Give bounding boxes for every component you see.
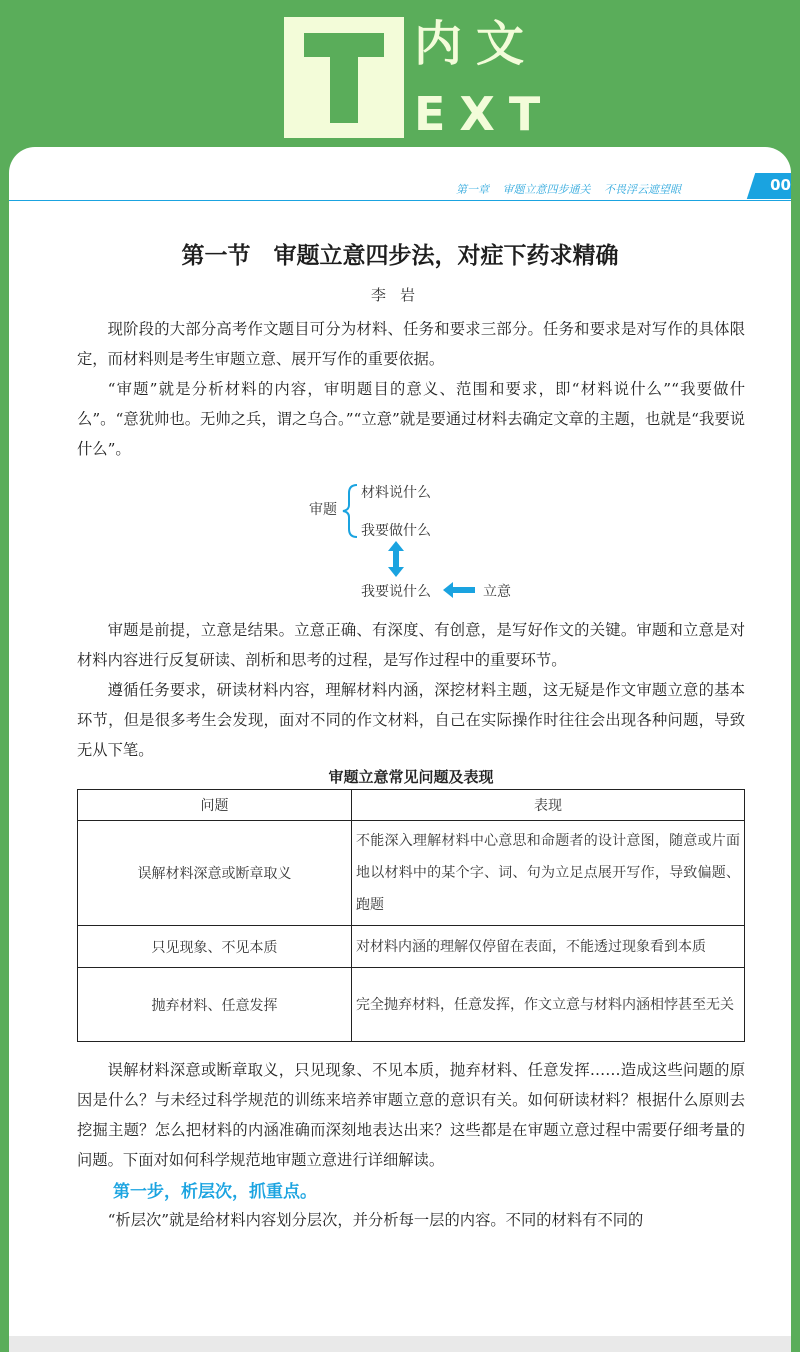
table-header-detail: 表现 [352, 790, 745, 821]
brace-icon [339, 483, 361, 539]
table-cell-problem: 只见现象、不见本质 [78, 926, 352, 968]
banner-title-cn: 内文 [414, 16, 539, 72]
paragraph-4: 遵循任务要求，研读材料内容，理解材料内涵，深挖材料主题，这无疑是作文审题立意的基本环节，但是很多考生会发现，面对不同的作文材料，自己在实际操作时往往会出现各种问题，导致无从下笔。 [77, 681, 745, 759]
table-header-row [78, 790, 745, 821]
table-cell-problem: 误解材料深意或断章取义 [78, 821, 352, 926]
table-row [78, 821, 745, 926]
table-row [78, 968, 745, 1042]
table-cell-detail: 不能深入理解材料中心意思和命题者的设计意图，随意或片面地以材料中的某个字、词、句为立足点展开写作，导致偏题、跑题 [352, 821, 745, 926]
double-arrow-icon [386, 541, 406, 577]
book-page [9, 147, 791, 1337]
diagram-branch-2: 我要做什么 [361, 523, 431, 539]
diagram-branch-1: 材料说什么 [361, 485, 431, 501]
diagram-source: 立意 [483, 584, 511, 600]
table-row [78, 926, 745, 968]
header-banner [0, 0, 800, 150]
running-header [446, 181, 681, 197]
left-arrow-icon [443, 582, 475, 598]
paragraph-3: 审题是前提，立意是结果。立意正确、有深度、有创意，是写好作文的关键。审题和立意是对材料内容进行反复研读、剖析和思考的过程，是写作过程中的重要环节。 [77, 621, 745, 669]
paragraph-6: “析层次”就是给材料内容划分层次，并分析每一层的内容。不同的材料有不同的 [107, 1211, 644, 1229]
table-caption: 审题立意常见问题及表现 [328, 768, 494, 786]
problems-table [77, 789, 745, 1042]
header-rule [9, 200, 791, 201]
author: 李岩 [370, 286, 429, 304]
table-cell-problem: 抛弃材料、任意发挥 [78, 968, 352, 1042]
table-cell-detail: 对材料内涵的理解仅停留在表面，不能透过现象看到本质 [352, 926, 745, 968]
diagram-root: 审题 [309, 502, 337, 518]
paragraph-5: 误解材料深意或断章取义，只见现象、不见本质，抛弃材料、任意发挥……造成这些问题的原因是什么？与未经过科学规范的训练来培养审题立意的意识有关。如何研读材料？根据什么原则去挖掘主题？怎么把材料的内涵准确而深刻地表达出来？这些都是在审题立意过程中需要仔细考量的问题。下面对如何科学规范地审题立意进行详细解读。 [77, 1061, 745, 1169]
runhead-motto: 不畏浮云遮望眼 [604, 183, 681, 196]
banner-title-en: EXT [414, 87, 555, 141]
step-heading: 第一步，析层次，抓重点。 [113, 1182, 317, 1202]
runhead-chapter: 第一章 [456, 183, 489, 196]
table-cell-detail: 完全抛弃材料，任意发挥，作文立意与材料内涵相悖甚至无关 [352, 968, 745, 1042]
page-bottom-edge [9, 1336, 791, 1352]
t-logo [284, 17, 404, 138]
diagram-result: 我要说什么 [361, 584, 431, 600]
runhead-section: 审题立意四步通关 [502, 183, 591, 196]
section-title: 第一节 审题立意四步法，对症下药求精确 [181, 243, 619, 269]
page-number: 00 [770, 176, 791, 194]
paragraph-1: 现阶段的大部分高考作文题目可分为材料、任务和要求三部分。任务和要求是对写作的具体限定，而材料则是考生审题立意、展开写作的重要依据。 [77, 320, 745, 368]
table-header-problem: 问题 [78, 790, 352, 821]
paragraph-2: “审题”就是分析材料的内容，审明题目的意义、范围和要求，即“材料说什么”“我要做什么”。“意犹帅也。无帅之兵，谓之乌合。”“立意”就是要通过材料去确定文章的主题，也就是“我要说什么”。 [77, 380, 745, 458]
